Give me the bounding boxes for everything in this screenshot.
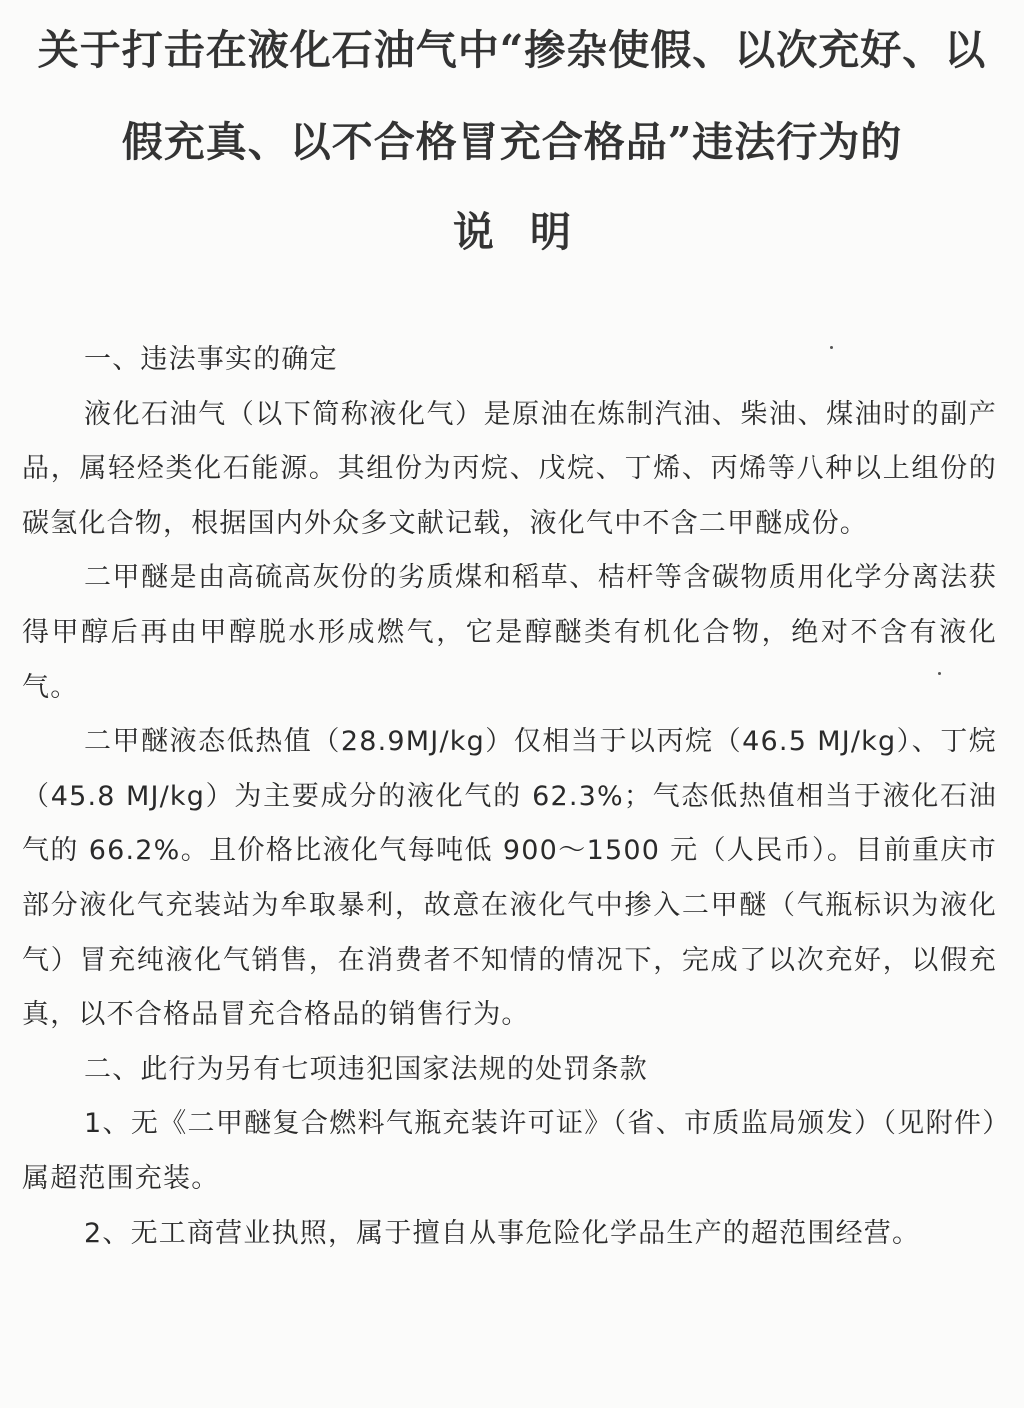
list-item-2: 2、无工商营业执照，属于擅自从事危险化学品生产的超范围经营。 <box>84 1217 921 1249</box>
list-item-1: 1、无《二甲醚复合燃料气瓶充装许可证》（省、市质监局颁发）（见附件）属超范围充装。 <box>22 1108 997 1194</box>
paragraph-dme-definition: 二甲醚是由高硫高灰份的劣质煤和稻草、桔杆等含碳物质用化学分离法获得甲醇后再由甲醇脱水形成燃气，它是醇醚类有机化合物，绝对不含有液化气。 <box>22 562 997 703</box>
paragraph-heat-value: 二甲醚液态低热值（28.9MJ/kg）仅相当于以丙烷（46.5 MJ/kg）、丁烷（45.8 MJ/kg）为主要成分的液化气的 62.3%；气态低热值相当于液化石油气的 66.2%。且价格比液化气每吨低 900～1500 元（人民币）。目前重庆市部分液化气充装站为牟取暴利，故意在液化气中掺入二甲醚（气瓶标识为液化气）冒充纯液化气销售，在消费者不知情的情况下，完成了以次充好，以假充真，以不合格品冒充合格品的销售行为。 <box>22 726 997 1031</box>
paragraph-lpg-definition: 液化石油气（以下简称液化气）是原油在炼制汽油、柴油、煤油时的副产品，属轻烃类化石能源。其组份为丙烷、戊烷、丁烯、丙烯等八种以上组份的碳氢化合物，根据国内外众多文献记载，液化气中不含二甲醚成份。 <box>22 398 997 539</box>
scan-speck <box>938 672 941 675</box>
title-line-1: 关于打击在液化石油气中“掺杂使假、以次充好、以 <box>37 26 987 74</box>
title-line-3: 说明 <box>453 208 607 256</box>
document-body <box>22 333 997 1261</box>
title-line-2: 假充真、以不合格冒充合格品”违法行为的 <box>121 118 903 166</box>
scan-speck <box>830 346 833 349</box>
document-title <box>0 20 1024 258</box>
section-heading-1: 一、违法事实的确定 <box>84 344 338 375</box>
section-heading-2: 二、此行为另有七项违犯国家法规的处罚条款 <box>84 1053 648 1085</box>
